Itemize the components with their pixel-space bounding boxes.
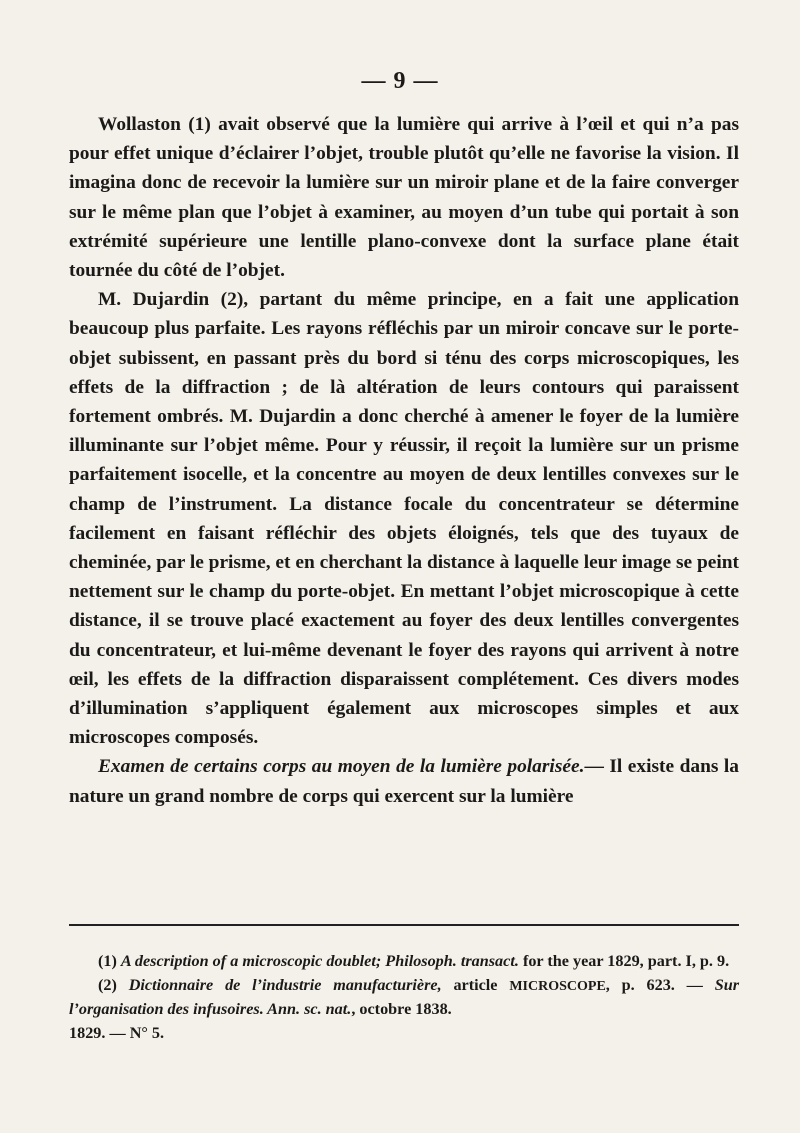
footnote-1-mark: (1): [98, 952, 117, 970]
footnote-2-sur: Sur l’organisation des infusoires. Ann. sc. nat.: [69, 975, 739, 1018]
footnote-2-article: article: [453, 975, 498, 994]
footnote-1-title: A description of a microscopic doublet; Philosoph. transact.: [120, 952, 519, 970]
section-title-polarisation: Examen de certains corps au moyen de la lumière polarisée.: [98, 756, 585, 778]
footnote-2-title: Dictionnaire de l’industrie manufacturière,: [128, 975, 442, 994]
paragraph-wollaston: Wollaston (1) avait observé que la lumière qui arrive à l’œil et qui n’a pas pour effet unique d’éclairer l’objet, trouble plutôt qu’elle ne favorise la vision. Il imagina donc de recevoir la lumière sur un miroir plane et de la faire converger sur le même plan que l’objet à examiner, au moyen d’un tube qui portait à son extrémité supérieure une lentille plano-convexe dont la surface plane était tournée du côté de l’objet.: [69, 114, 739, 282]
paragraph-dujardin: M. Dujardin (2), partant du même principe, en a fait une application beaucoup plus parfaite. Les rayons réfléchis par un miroir concave sur le porte-objet subissent, en passant près du bord si ténu des corps microscopiques, les effets de la diffraction ; de là altération de leurs contours qui paraissent fortement ombrés. M. Dujardin a donc cherché à amener le foyer de la lumière illuminante sur l’objet même. Pour y réussir, il reçoit la lumière sur un prisme parfaitement isocelle, et la concentre au moyen de deux lentilles convexes sur le champ de l’instrument. La distance focale du concentrateur se détermine facilement en faisant réfléchir des objets éloignés, tels que des tuyaux de cheminée, par le prisme, et en cherchant la distance à laquelle leur image se peint nettement sur le champ du porte-objet. En mettant l’objet microscopique à cette distance, il se trouve placé exactement au foyer des deux lentilles convergentes du concentrateur, et lui-même devenant le foyer des rayons qui arrivent à notre œil, les effets de la diffraction disparaissent complétement. Ces divers modes d’illumination s’appliquent également aux microscopes simples et aux microscopes composés.: [69, 289, 739, 749]
paragraph-polarisation: [69, 752, 739, 810]
main-text: [69, 110, 739, 811]
footnote-separator: [69, 924, 739, 926]
footnote-2-page: , p. 623. —: [605, 975, 703, 994]
footnote-2-date: , octobre 1838.: [351, 1000, 452, 1018]
paragraph-polarisation-text: — Il existe dans la nature un grand nombre de corps qui exercent sur la lumière: [69, 756, 740, 807]
footnotes: [69, 950, 739, 1045]
signature-mark: 1829. — N° 5.: [69, 1023, 165, 1042]
footnote-2-mark: (2): [98, 975, 117, 994]
page-number: — 9 —: [361, 68, 439, 94]
footnote-1: [69, 950, 739, 974]
footnote-2: [69, 974, 739, 1022]
footnote-2-word: MICROSCOPE: [509, 978, 606, 994]
footnote-1-text: for the year 1829, part. I, p. 9.: [522, 952, 730, 970]
